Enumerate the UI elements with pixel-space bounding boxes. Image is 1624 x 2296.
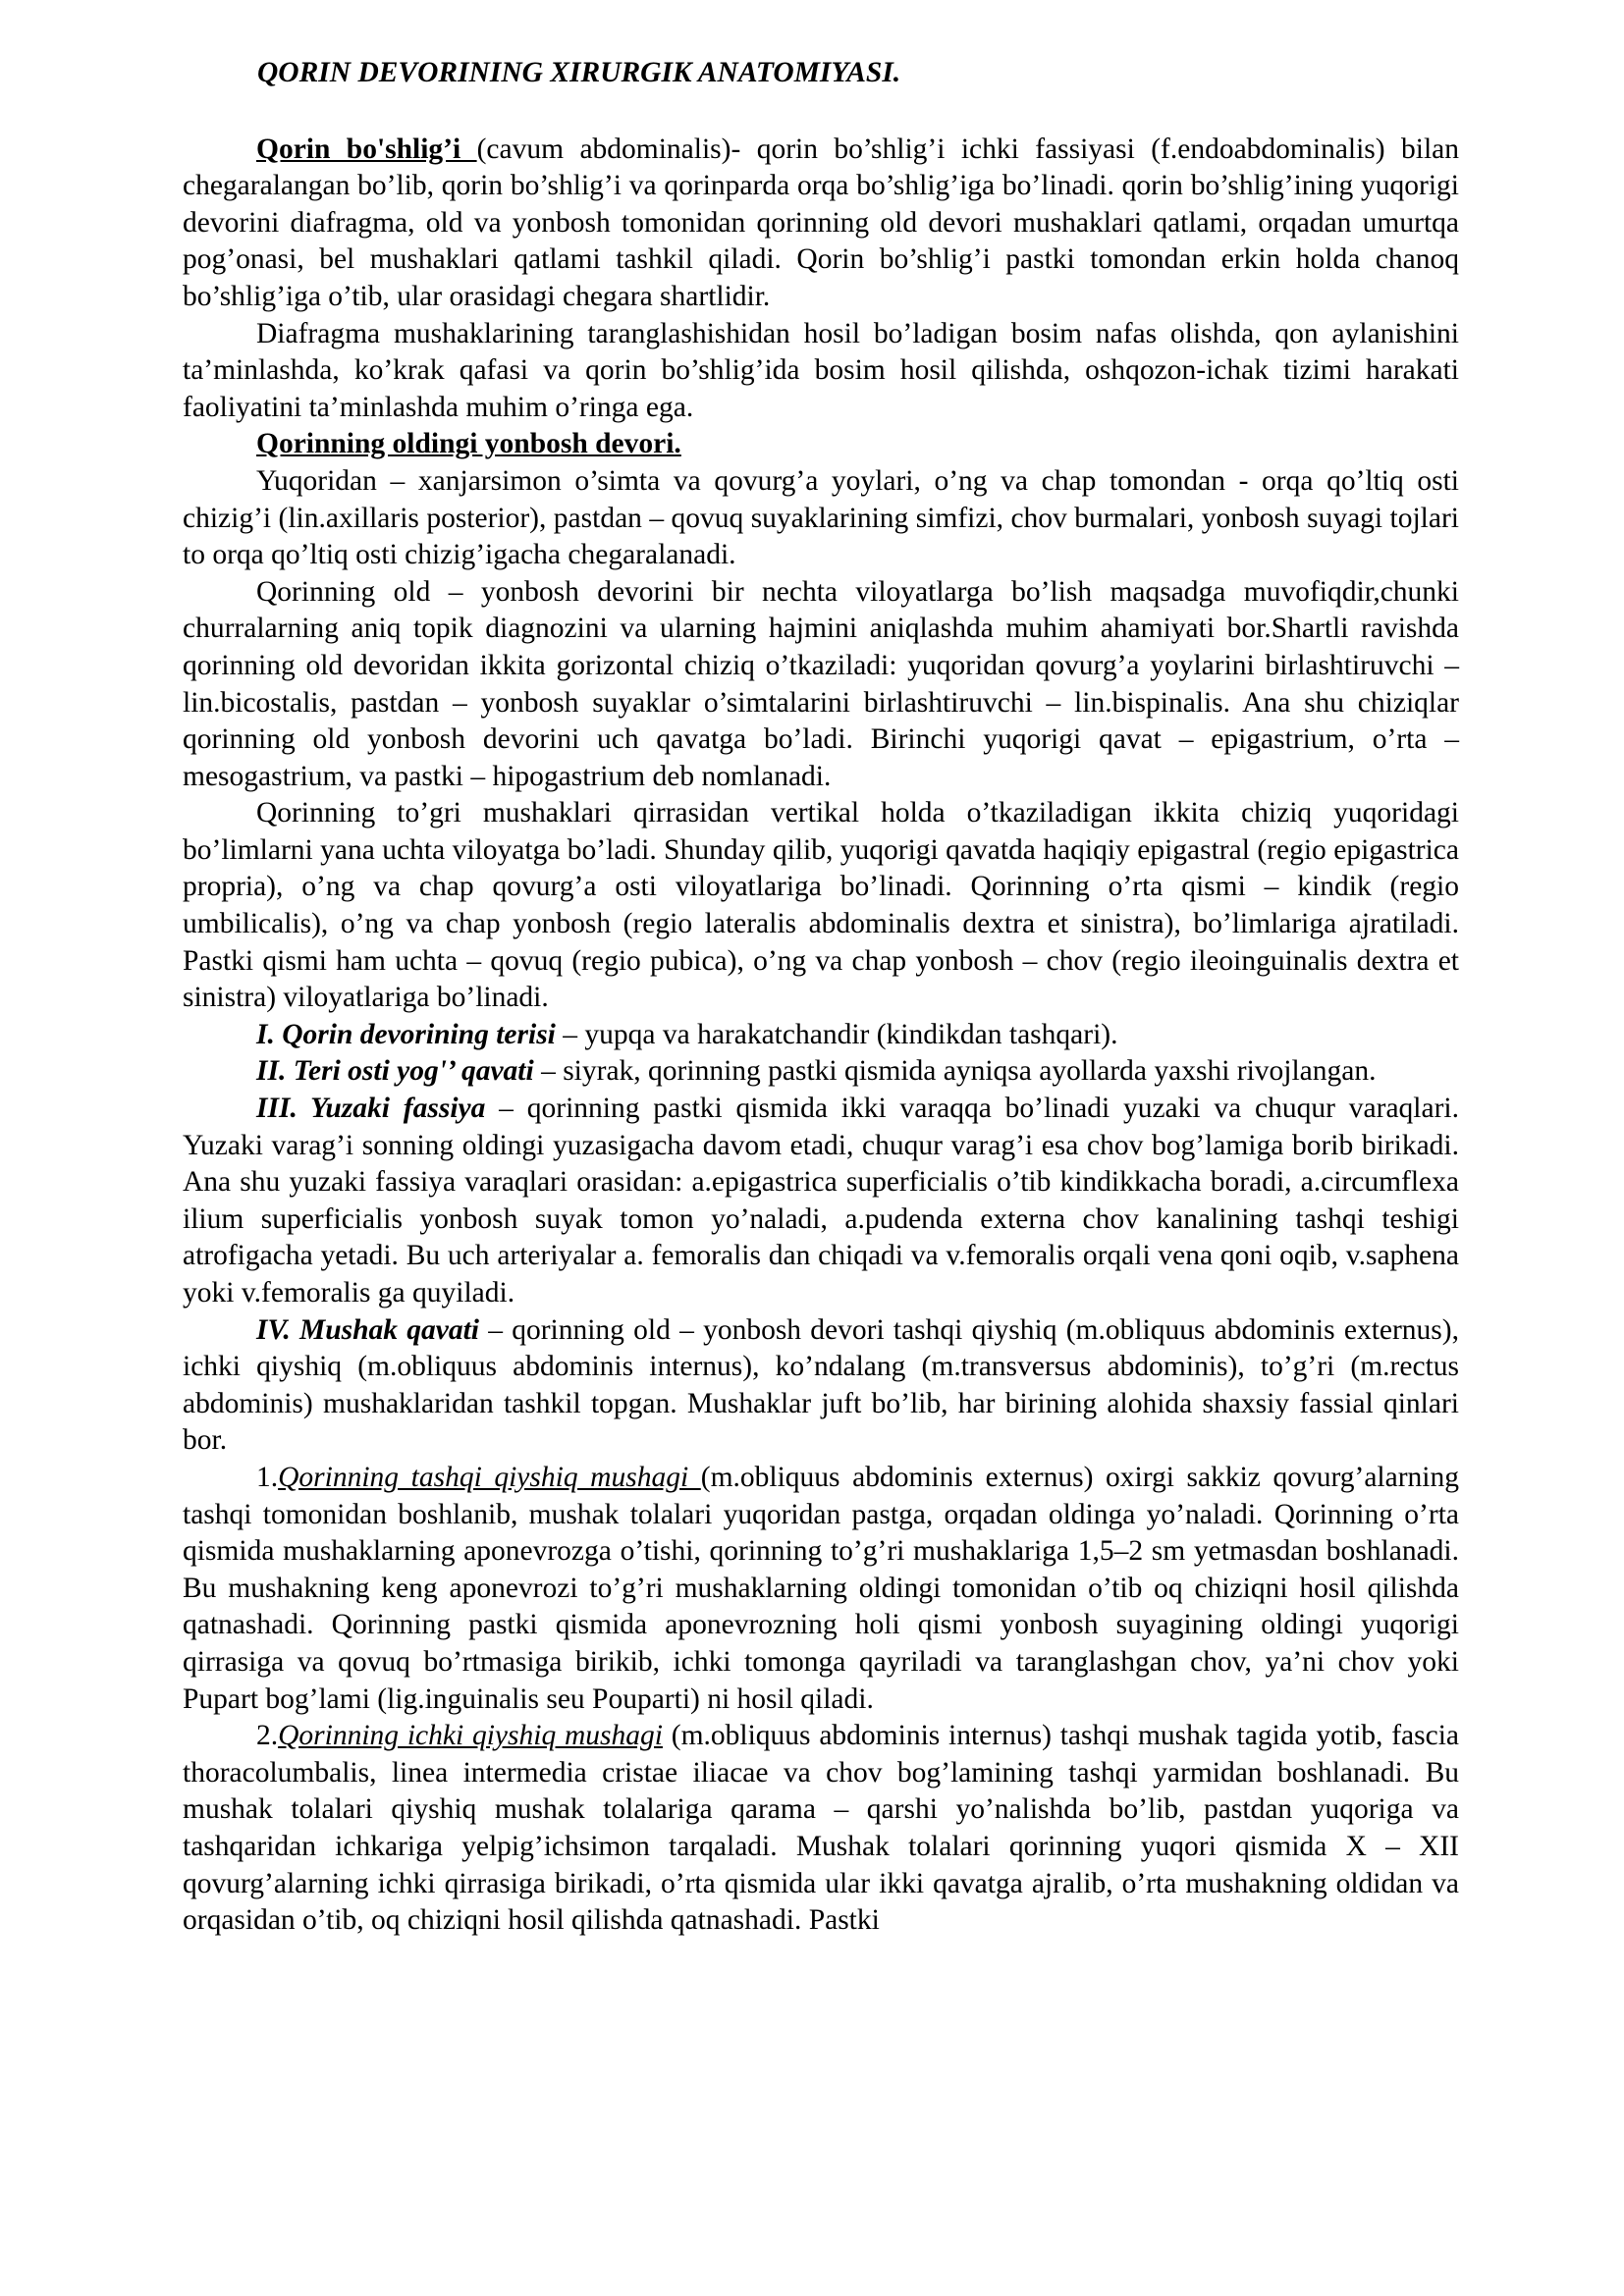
muscle-external-oblique-title: Qorinning tashqi qiyshiq mushagi	[278, 1461, 701, 1493]
muscle-item-external-oblique	[183, 1460, 1459, 1718]
layer-muscle-text: – qorinning old – yonbosh devori tashqi qiyshiq (m.obliquus abdominis externus), ichki qiyshiq (m.obliquus abdominis internus), ko’ndalang (m.transversus abdominis), to’g’ri (m.rectus abdominis) mushaklaridan tashkil topgan. Mushaklar juft bo’lib, har birining alohida shaxsiy fassial qinlari bor.	[183, 1313, 1459, 1457]
muscle-internal-oblique-title: Qorinning ichki qiyshiq mushagi	[278, 1720, 663, 1752]
layer-item-superficial-fascia	[183, 1091, 1459, 1312]
layer-fascia-title: III. Yuzaki fassiya	[256, 1093, 486, 1125]
layer-skin-text: – yupqa va harakatchandir (kindikdan tashqari).	[555, 1018, 1118, 1050]
layer-item-muscle-layer	[183, 1312, 1459, 1460]
term-qorin-boshligi: Qorin bo'shlig’i	[256, 133, 477, 165]
paragraph-text: (cavum abdominalis)- qorin bo’shlig’i ichki fassiyasi (f.endoabdominalis) bilan chegaralangan bo’lib, qorin bo’shlig’i va qorinparda orqa bo’shlig’iga bo’linadi. qorin bo’shlig’ining yuqorigi devorini diafragma, old va yonbosh tomonidan qorinning old devori mushaklari qatlami, orqadan umurtqa pog’onasi, bel mushaklari qatlami tashkil qiladi. Qorin bo’shlig’i pastki tomondan erkin holda chanoq bo’shlig’iga o’tib, ular orasidagi chegara shartlidir.	[183, 133, 1459, 312]
paragraph-subregions: Qorinning to’gri mushaklari qirrasidan vertikal holda o’tkaziladigan ikkita chiziq yuqoridagi bo’limlarni yana uchta viloyatga bo’ladi. Shunday qilib, yuqorigi qavatda haqiqiy epigastral (regio epigastrica propria), o’ng va chap qovurg’a osti viloyatlariga bo’linadi. Qorinning o’rta qismi – kindik (regio umbilicalis), o’ng va chap yonbosh (regio lateralis abdominalis dextra et sinistra), bo’limlariga ajratiladi. Pastki qismi ham uchta – qovuq (regio pubica), o’ng va chap yonbosh – chov (regio ileoinguinalis dextra et sinistra) viloyatlariga bo’linadi.	[183, 797, 1459, 1014]
muscle-item-internal-oblique	[183, 1718, 1459, 1940]
paragraph-regions: Qorinning old – yonbosh devorini bir nechta viloyatlarga bo’lish maqsadga muvofiqdir,chunki churralarning aniq topik diagnozini va ularning hajmini aniqlashda muhim ahamiyati bor.Shartli ravishda qorinning old devoridan ikkita gorizontal chiziq o’tkaziladi: yuqoridan qovurg’a yoylarini birlashtiruvchi – lin.bicostalis, pastdan – yonbosh suyaklar o’simtalarini birlashtiruvchi – lin.bispinalis. Ana shu chiziqlar qorinning old yonbosh devorini uch qavatga bo’ladi. Birinchi yuqorigi qavat – epigastrium, o’rta – mesogastrium, va pastki – hipogastrium deb nomlanadi.	[183, 575, 1459, 792]
layer-muscle-title: IV. Mushak qavati	[256, 1313, 479, 1346]
layer-skin-title: I. Qorin devorining terisi	[256, 1018, 556, 1050]
list-number: 2.	[256, 1720, 279, 1752]
muscle-external-oblique-text: (m.obliquus abdominis externus) oxirgi sakkiz qovurg’alarning tashqi tomonidan boshlanib, mushak tolalari yuqoridan pastga, orqadan oldinga yo’naladi. Qorinning o’rta qismida mushaklarning aponevrozga o’tishi, qorinning to’g’ri mushaklariga 1,5–2 sm yetmasdan boshlanadi. Bu mushakning keng aponevrozi to’g’ri mushaklarning oldingi tomonidan o’tib oq chiziqni hosil qilishda qatnashadi. Qorinning pastki qismida aponevrozning holi qismi yonbosh suyagining oldingi yuqorigi qirrasiga va qovuq bo’rtmasiga birikib, ichki tomonga qayriladi va taranglashgan chov, ya’ni chov yoki Pupart bog’lami (lig.inguinalis seu Pouparti) ni hosil qiladi.	[183, 1461, 1459, 1715]
heading-anterolateral-wall: Qorinning oldingi yonbosh devori.	[256, 428, 681, 460]
paragraph-cavity-definition	[183, 132, 1459, 316]
paragraph-boundaries: Yuqoridan – xanjarsimon o’simta va qovurg’a yoylari, o’ng va chap tomondan - orqa qo’ltiq osti chizig’i (lin.axillaris posterior), pastdan – qovuq suyaklarining simfizi, chov burmalari, yonbosh suyagi tojlari to orqa qo’ltiq osti chizig’igacha chegaralanadi.	[183, 464, 1459, 571]
document-body	[183, 55, 1459, 1940]
layer-fat-text: – siyrak, qorinning pastki qismida ayniqsa ayollarda yaxshi rivojlangan.	[533, 1055, 1377, 1088]
page-title: QORIN DEVORINING XIRURGIK ANATOMIYASI.	[257, 57, 901, 88]
muscle-internal-oblique-text: (m.obliquus abdominis internus) tashqi mushak tagida yotib, fascia thoracolumbalis, linea intermedia cristae iliacae va chov bog’lamining tashqi yarmidan boshlanadi. Bu mushak tolalari qiyshiq mushak tolalariga qarama – qarshi yo’nalishda bo’lib, pastdan yuqoriga va tashqaridan ichkariga yelpig’ichsimon tarqaladi. Mushak tolalari qorinning yuqori qismida X – XII qovurg’alarning ichki qirrasiga birikadi, o’rta qismida ular ikki qavatga ajralib, o’rta mushakning oldidan va orqasidan o’tib, oq chiziqni hosil qilishda qatnashadi. Pastki	[183, 1720, 1459, 1937]
layer-fat-title: II. Teri osti yog'’ qavati	[256, 1055, 534, 1088]
layer-item-skin	[183, 1017, 1459, 1054]
section-heading	[183, 426, 1459, 463]
paragraph-diaphragm: Diafragma mushaklarining taranglashishidan hosil bo’ladigan bosim nafas olishda, qon aylanishini ta’minlashda, ko’krak qafasi va qorin bo’shlig’ida bosim hosil qilishda, oshqozon-ichak tizimi harakati faoliyatini ta’minlashda muhim o’ringa ega.	[183, 317, 1459, 423]
layer-fascia-text: – qorinning pastki qismida ikki varaqqa bo’linadi yuzaki va chuqur varaqlari. Yuzaki varag’i sonning oldingi yuzasigacha davom etadi, chuqur varag’i esa chov bog’lamiga borib birikadi. Ana shu yuzaki fassiya varaqlari orasidan: a.epigastrica superficialis o’tib kindikkacha boradi, a.circumflexa ilium superficialis yonbosh suyak tomon yo’naladi, a.pudenda externa chov kanalining tashqi teshigi atrofigacha yetadi. Bu uch arteriyalar a. femoralis dan chiqadi va v.femoralis orqali vena qoni oqib, v.saphena yoki v.femoralis ga quyiladi.	[183, 1093, 1459, 1308]
layer-item-subcutaneous-fat	[183, 1053, 1459, 1091]
list-number: 1.	[256, 1461, 279, 1493]
